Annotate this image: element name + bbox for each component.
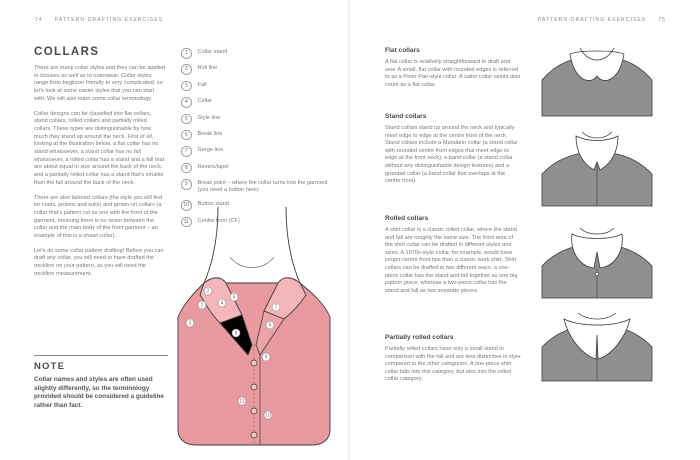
legend-label: Button stand	[197, 201, 229, 208]
callout-8	[232, 329, 240, 337]
callout-text: 11	[239, 398, 245, 405]
section-partially-rolled-collars	[385, 334, 521, 384]
section-heading: Flat collars	[385, 47, 420, 54]
partially-rolled-collar-illustration	[532, 305, 662, 385]
callout-text: 6	[268, 322, 272, 329]
section-text: A shirt collar is a classic rolled collar, where the stand and fall are roughly the same size. The front area of the shirt collar can be drafted in different styles and sizes. A 1970s-style collar, for example, would have longer centre front tips than a classic work shirt. Shirt collars can be drafted in two different ways: a one-piece collar has the stand and fall together as one big pattern piece, whereas a two-piece collar has the stand and fall as two separate pieces.	[385, 227, 518, 294]
legend-number: 3	[181, 81, 192, 92]
rolled-collar-illustration	[532, 222, 662, 302]
note-title: NOTE	[34, 361, 66, 372]
intro-paragraph-1: There are many collar styles and they can be applied to blouses as well as to outerwear. Collar styles range from beginner friendly to very complicated, so let's look at some easier styles that you can start with. We will also learn some collar terminology.	[34, 65, 166, 102]
flat-collar-illustration	[532, 40, 662, 120]
legend-number: 6	[181, 130, 192, 141]
section-text: A flat collar is relatively straightforward to draft and sew. A small, flat collar with rounded edges is referred to as a Peter Pan-style collar. A sailor collar would also count as a flat collar.	[385, 59, 521, 88]
callout-text: 4	[220, 300, 224, 307]
collar-anatomy-diagram	[160, 205, 350, 460]
callout-2	[204, 287, 212, 295]
callout-5	[230, 293, 238, 301]
callout-1	[198, 301, 206, 309]
legend-label: Gorge line	[197, 147, 224, 154]
legend-number: 1	[181, 48, 192, 59]
section-text: Partially rolled collars have only a small stand in comparison with the fall and are less distinctive in style compared to the other categories. A one-piece shirt collar falls into this category, but also into the rolled collar category.	[385, 346, 521, 383]
section-stand-collars	[385, 113, 521, 186]
legend-number: 9	[181, 179, 192, 190]
legend-item	[181, 146, 331, 162]
callout-3	[186, 319, 194, 327]
legend-number: 2	[181, 64, 192, 75]
stand-collar-illustration	[532, 128, 662, 208]
section-heading: Stand collars	[385, 113, 427, 120]
legend-number: 11	[181, 217, 192, 228]
callout-text: 1	[200, 302, 204, 309]
legend-number: 5	[181, 114, 192, 125]
right-running-head	[538, 17, 666, 23]
intro-paragraph-2: Collar designs can be classified into flat collars, stand collars, rolled collars and partially rolled collars. These types are distinguishable by how much they stand up around the neck. First of all, looking at the illustration below, a flat collar has no stand whatsoever, a stand collar has no fall whatsoever, a rolled collar has a stand and a fall that are about equal in size around the back of the neck, and a partially rolled collar has a stand that's smaller than the fall around the back of the neck.	[34, 110, 165, 186]
callout-text: 10	[265, 412, 271, 419]
neck-outline	[204, 207, 300, 283]
callout-text: 3	[188, 320, 192, 327]
legend-label: Fall	[197, 81, 207, 88]
legend-item	[181, 114, 331, 130]
intro-paragraph-4: Let's do some collar pattern drafting! Before you can draft any collar, you will need to have drafted the neckline on your pattern, as you will need the neckline measurement.	[34, 247, 164, 277]
right-running-title: PATTERN-DRAFTING EXERCISES	[537, 17, 647, 23]
section-heading: Partially rolled collars	[385, 334, 454, 341]
section-flat-collars	[385, 47, 521, 89]
legend-label: Roll line	[197, 65, 218, 72]
section-rolled-collars	[385, 215, 521, 295]
legend-label: Style line	[197, 114, 221, 121]
legend-label: Collar stand	[197, 49, 228, 55]
callout-text: 2	[206, 288, 210, 295]
legend-number: 4	[181, 97, 192, 108]
right-page-number: 75	[658, 17, 666, 23]
intro-column	[34, 46, 166, 286]
callout-text: 8	[234, 330, 238, 337]
legend-number: 7	[181, 146, 192, 157]
button	[251, 432, 257, 438]
left-running-head	[35, 17, 163, 23]
callout-6	[266, 321, 274, 329]
note-box	[34, 355, 168, 410]
intro-paragraph-3: There are also tailored collars (the style you will find on coats, jackets and suits) and grown-on collars (a collar that's pattern cut as one with the front of the garment, meaning there is no seam between the collar and the main body of the front garment – an example of this is a shawl collar).	[34, 194, 163, 240]
legend-item	[181, 48, 331, 64]
legend-label: Revers/lapel	[197, 163, 229, 170]
legend-item	[181, 163, 331, 179]
callout-text: 7	[274, 304, 278, 311]
button	[251, 360, 257, 366]
callout-text: 9	[264, 354, 268, 361]
button	[251, 408, 257, 414]
callout-4	[218, 299, 226, 307]
legend-item	[181, 64, 331, 80]
callout-11	[238, 397, 246, 405]
legend-number: 10	[181, 200, 192, 211]
left-page-number: 74	[35, 17, 43, 23]
legend-item	[181, 130, 331, 146]
section-text: Stand collars stand up around the neck and typically meet edge to edge at the centre front of the neck. Stand collars include a Mandarin collar (a stand collar with rounded centre front edges that meet edge to edge at the front neck), a band collar (a stand collar without any distinguishable design features) and a grandad collar (a band collar that overlaps at the centre front).	[385, 125, 518, 185]
section-heading: Rolled collars	[385, 215, 429, 222]
legend-label: Centre front (CF)	[197, 217, 240, 224]
legend-item	[181, 179, 331, 200]
page-title: COLLARS	[34, 46, 100, 58]
callout-9	[262, 353, 270, 361]
callout-text: 5	[232, 294, 236, 301]
legend-label: Break point – where the collar turns into the garment (you need a button here)	[197, 180, 328, 194]
note-text: Collar names and styles are often used slightly differently, so the terminology provided should be considered a guideline rather than fact.	[34, 376, 164, 409]
legend-item	[181, 81, 331, 97]
legend-label: Collar	[197, 98, 213, 105]
legend-label: Break line	[197, 130, 223, 137]
button	[251, 384, 257, 390]
callout-10	[264, 411, 272, 419]
legend-item	[181, 97, 331, 113]
legend-number: 8	[181, 163, 192, 174]
callout-7	[272, 303, 280, 311]
left-running-title: PATTERN-DRAFTING EXERCISES	[54, 17, 164, 23]
